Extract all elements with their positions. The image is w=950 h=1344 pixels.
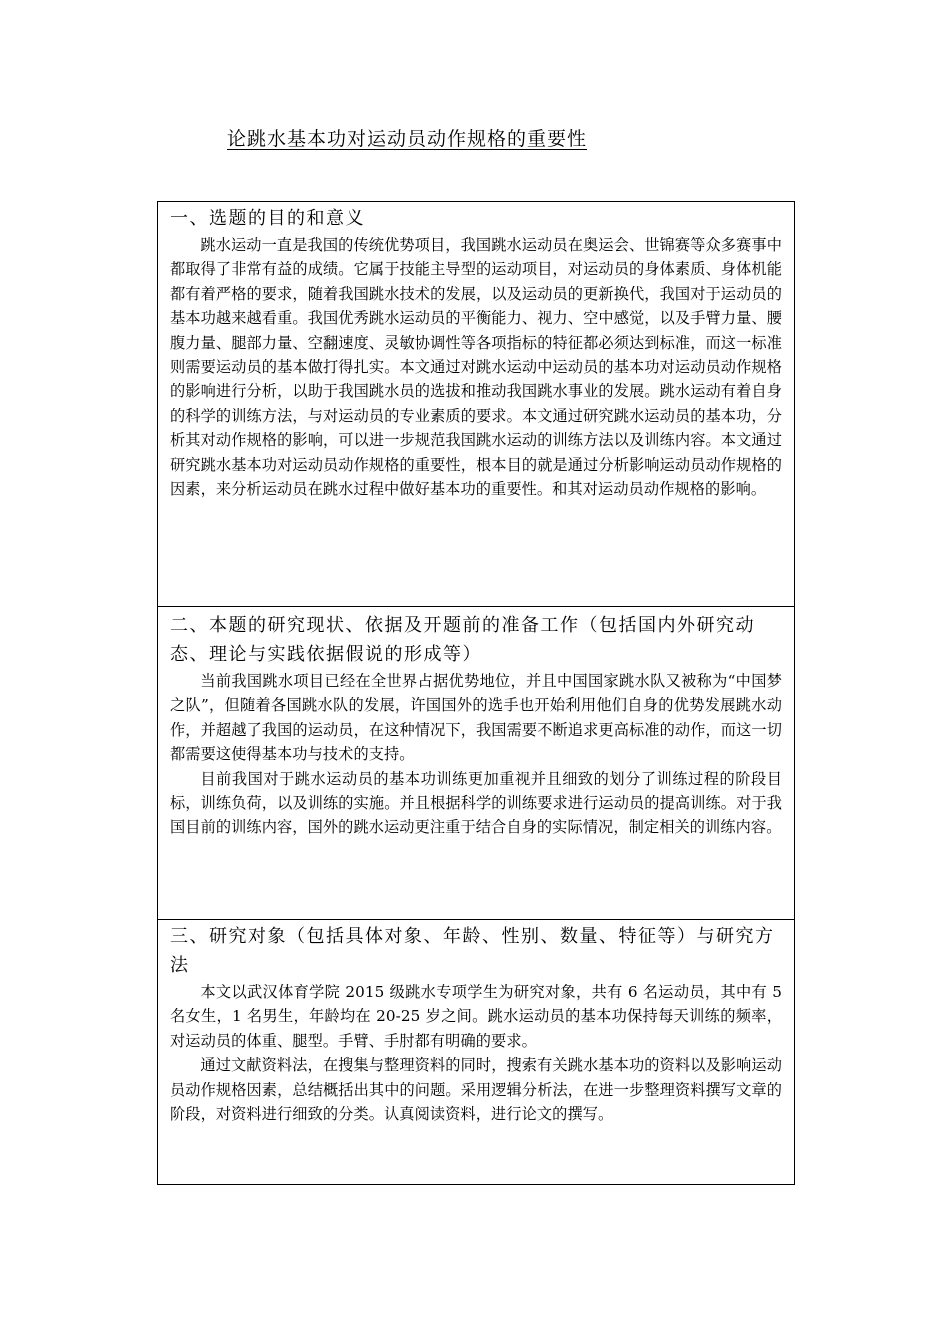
section-paragraph: 当前我国跳水项目已经在全世界占据优势地位，并且中国国家跳水队又被称为“中国梦之队”，但随着各国跳水队的发展，许国国外的选手也开始利用他们自身的优势发展跳水动作，并超越了我国的运动员，在这种情况下，我国需要不断追求更高标准的动作，而这一切都需要这使得基本功与技术的支持。 bbox=[170, 672, 782, 764]
section-subjects-methods bbox=[158, 919, 794, 1184]
section-heading: 三、研究对象（包括具体对象、年龄、性别、数量、特征等）与研究方法 bbox=[170, 926, 775, 976]
document-title: 论跳水基本功对运动员动作规格的重要性 bbox=[227, 128, 588, 150]
section-paragraph: 目前我国对于跳水运动员的基本功训练更加重视并且细致的划分了训练过程的阶段目标，训练负荷，以及训练的实施。并且根据科学的训练要求进行运动员的提高训练。对于我国目前的训练内容，国外的跳水运动更注重于结合自身的实际情况，制定相关的训练内容。 bbox=[170, 769, 782, 837]
section-research-status bbox=[158, 606, 794, 919]
section-paragraph: 通过文献资料法，在搜集与整理资料的同时，搜索有关跳水基本功的资料以及影响运动员动作规格因素，总结概括出其中的问题。采用逻辑分析法，在进一步整理资料撰写文章的阶段，对资料进行细致的分类。认真阅读资料，进行论文的撰写。 bbox=[170, 1056, 782, 1124]
section-paragraph: 本文以武汉体育学院 2015 级跳水专项学生为研究对象，共有 6 名运动员，其中有 5 名女生，1 名男生，年龄均在 20-25 岁之间。跳水运动员的基本功保持每天训练的频率，对运动员的体重、腿型。手臂、手肘都有明确的要求。 bbox=[170, 983, 782, 1050]
section-heading: 二、本题的研究现状、依据及开题前的准备工作（包括国内外研究动态、理论与实践依据假说的形成等） bbox=[170, 615, 755, 665]
proposal-table bbox=[157, 201, 795, 1185]
section-heading: 一、选题的目的和意义 bbox=[170, 208, 365, 229]
section-paragraph: 跳水运动一直是我国的传统优势项目，我国跳水运动员在奥运会、世锦赛等众多赛事中都取得了非常有益的成绩。它属于技能主导型的运动项目，对运动员的身体素质、身体机能都有着严格的要求，随着我国跳水技术的发展，以及运动员的更新换代，我国对于运动员的基本功越来越看重。我国优秀跳水运动员的平衡能力、视力、空中感觉，以及手臂力量、腰腹力量、腿部力量、空翻速度、灵敏协调性等各项指标的特征都必须达到标准，而这一标准则需要运动员的基本做打得扎实。本文通过对跳水运动中运动员的基本功对运动员动作规格的影响进行分析，以助于我国跳水员的选拔和推动我国跳水事业的发展。跳水运动有着自身的科学的训练方法，与对运动员的专业素质的要求。本文通过研究跳水运动员的基本功，分析其对动作规格的影响，可以进一步规范我国跳水运动的训练方法以及训练内容。本文通过研究跳水基本功对运动员动作规格的重要性，根本目的就是通过分析影响运动员动作规格的因素，来分析运动员在跳水过程中做好基本功的重要性。和其对运动员动作规格的影响。 bbox=[170, 236, 782, 499]
section-purpose-significance bbox=[158, 202, 794, 606]
